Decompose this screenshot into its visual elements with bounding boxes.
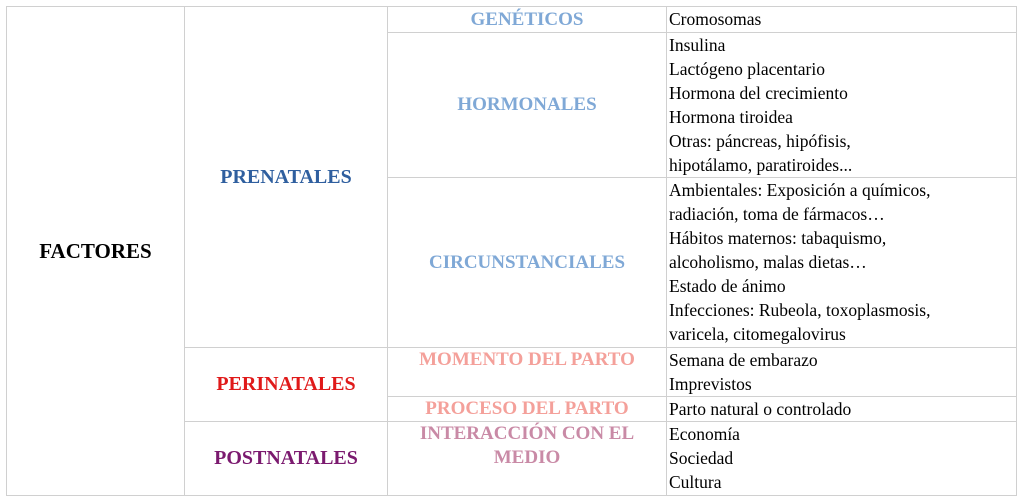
factor-momento-del-parto: MOMENTO DEL PARTO <box>388 348 667 397</box>
detail-line: Infecciones: Rubeola, toxoplasmosis, <box>669 300 931 320</box>
detail-cell <box>667 422 1017 496</box>
detail-line: Semana de embarazo <box>669 350 818 370</box>
detail-line: Estado de ánimo <box>669 276 786 296</box>
detail-line: Economía <box>669 424 740 444</box>
detail-line: varicela, citomegalovirus <box>669 324 846 344</box>
detail-line: hipotálamo, paratiroides... <box>669 155 853 175</box>
detail-line: Lactógeno placentario <box>669 59 825 79</box>
detail-line: Cromosomas <box>669 9 762 29</box>
detail-line: Hormona del crecimiento <box>669 83 848 103</box>
detail-line: Parto natural o controlado <box>669 399 852 419</box>
detail-cell <box>667 397 1017 422</box>
stage-prenatales: PRENATALES <box>185 7 388 348</box>
detail-line: Ambientales: Exposición a químicos, <box>669 180 931 200</box>
detail-line: radiación, toma de fármacos… <box>669 204 885 224</box>
factor-hormonales: HORMONALES <box>388 33 667 178</box>
detail-cell <box>667 7 1017 33</box>
factors-table <box>6 6 1017 496</box>
detail-line: Otras: páncreas, hipófisis, <box>669 131 851 151</box>
detail-line: alcoholismo, malas dietas… <box>669 252 867 272</box>
factor-label-line: MEDIO <box>493 447 561 468</box>
factor-interaccion-con-el-medio <box>388 422 667 496</box>
detail-line: Hormona tiroidea <box>669 107 793 127</box>
detail-cell <box>667 348 1017 397</box>
factor-proceso-del-parto: PROCESO DEL PARTO <box>388 397 667 422</box>
factor-circunstanciales: CIRCUNSTANCIALES <box>388 178 667 348</box>
detail-line: Hábitos maternos: tabaquismo, <box>669 228 887 248</box>
detail-cell <box>667 33 1017 178</box>
detail-cell <box>667 178 1017 348</box>
stage-perinatales: PERINATALES <box>185 348 388 422</box>
detail-line: Sociedad <box>669 448 734 468</box>
factor-label-line: INTERACCIÓN CON EL <box>419 423 635 444</box>
detail-line: Imprevistos <box>669 374 752 394</box>
stage-postnatales: POSTNATALES <box>185 422 388 496</box>
factores-label: FACTORES <box>7 7 185 496</box>
detail-line: Insulina <box>669 35 726 55</box>
factor-geneticos: GENÉTICOS <box>388 7 667 33</box>
detail-line: Cultura <box>669 472 722 492</box>
